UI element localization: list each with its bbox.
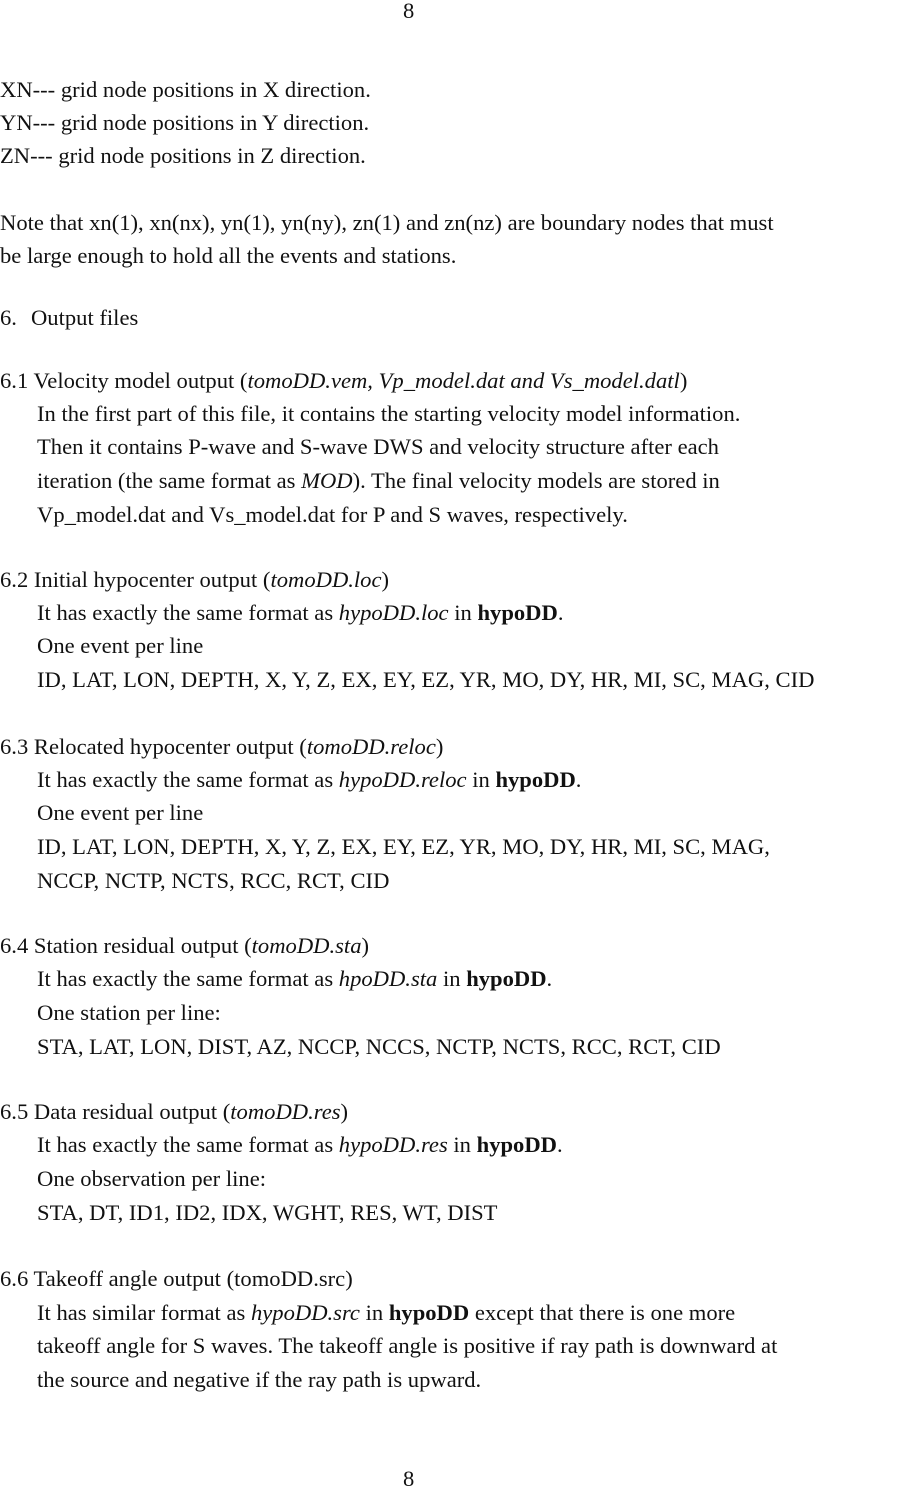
page-number-bottom: 8 [403,1466,415,1491]
section-6-6-line-3: the source and negative if the ray path is upward. [37,1367,482,1392]
note-line-2: be large enough to hold all the events and stations. [0,243,457,268]
section-6-3-line-2: One event per line [37,800,204,825]
section-6-number: 6. [0,305,17,330]
section-6-3-line-4: NCCP, NCTP, NCTS, RCC, RCT, CID [37,868,390,893]
section-6-2-line-3: ID, LAT, LON, DEPTH, X, Y, Z, EX, EY, EZ, YR, MO, DY, HR, MI, SC, MAG, CID [37,667,815,692]
section-6-3-heading: 6.3 Relocated hypocenter output (tomoDD.reloc) [0,734,444,759]
section-6-5-line-3: STA, DT, ID1, ID2, IDX, WGHT, RES, WT, DIST [37,1200,498,1225]
section-6-4-line-1: It has exactly the same format as hpoDD.sta in hypoDD. [37,966,553,991]
section-6-5-line-1: It has exactly the same format as hypoDD.res in hypoDD. [37,1132,563,1157]
section-6-2-line-1: It has exactly the same format as hypoDD.loc in hypoDD. [37,600,564,625]
grid-node-xn: XN--- grid node positions in X direction. [0,77,371,102]
section-6-5-heading: 6.5 Data residual output (tomoDD.res) [0,1099,349,1124]
page-number-top: 8 [403,0,415,23]
section-6-6-line-1: It has similar format as hypoDD.src in hypoDD except that there is one more [37,1300,736,1325]
section-6-heading [0,307,138,330]
section-6-2-heading: 6.2 Initial hypocenter output (tomoDD.loc) [0,567,390,592]
section-6-4-line-2: One station per line: [37,1000,221,1025]
section-6-3-filename: tomoDD.reloc [306,734,436,759]
section-6-1-line-2: Then it contains P-wave and S-wave DWS and velocity structure after each [37,434,719,459]
grid-node-zn: ZN--- grid node positions in Z direction. [0,143,366,168]
section-6-2-filename: tomoDD.loc [270,567,382,592]
section-6-5-filename: tomoDD.res [230,1099,341,1124]
section-6-6-heading: 6.6 Takeoff angle output (tomoDD.src) [0,1266,353,1291]
section-6-4-line-3: STA, LAT, LON, DIST, AZ, NCCP, NCCS, NCTP, NCTS, RCC, RCT, CID [37,1034,721,1059]
section-6-2-line-2: One event per line [37,633,204,658]
note-line-1: Note that xn(1), xn(nx), yn(1), yn(ny), zn(1) and zn(nz) are boundary nodes that must [0,210,774,235]
section-6-4-heading: 6.4 Station residual output (tomoDD.sta) [0,933,370,958]
section-6-1-line-1: In the first part of this file, it contains the starting velocity model information. [37,401,741,426]
section-6-1-filename: tomoDD.vem, Vp_model.dat and Vs_model.datl [247,368,680,393]
section-6-6-line-2: takeoff angle for S waves. The takeoff angle is positive if ray path is downward at [37,1333,778,1358]
section-6-title: Output files [30,305,139,330]
section-6-1-line-3: iteration (the same format as MOD). The final velocity models are stored in [37,468,720,493]
section-6-3-line-1: It has exactly the same format as hypoDD.reloc in hypoDD. [37,767,582,792]
section-6-1-line-4: Vp_model.dat and Vs_model.dat for P and S waves, respectively. [37,502,628,527]
grid-node-yn: YN--- grid node positions in Y direction. [0,110,370,135]
section-6-1-heading: 6.1 Velocity model output (tomoDD.vem, Vp_model.dat and Vs_model.datl) [0,368,688,393]
section-6-3-line-3: ID, LAT, LON, DEPTH, X, Y, Z, EX, EY, EZ, YR, MO, DY, HR, MI, SC, MAG, [37,834,770,859]
section-6-4-filename: tomoDD.sta [251,933,362,958]
section-6-5-line-2: One observation per line: [37,1166,267,1191]
